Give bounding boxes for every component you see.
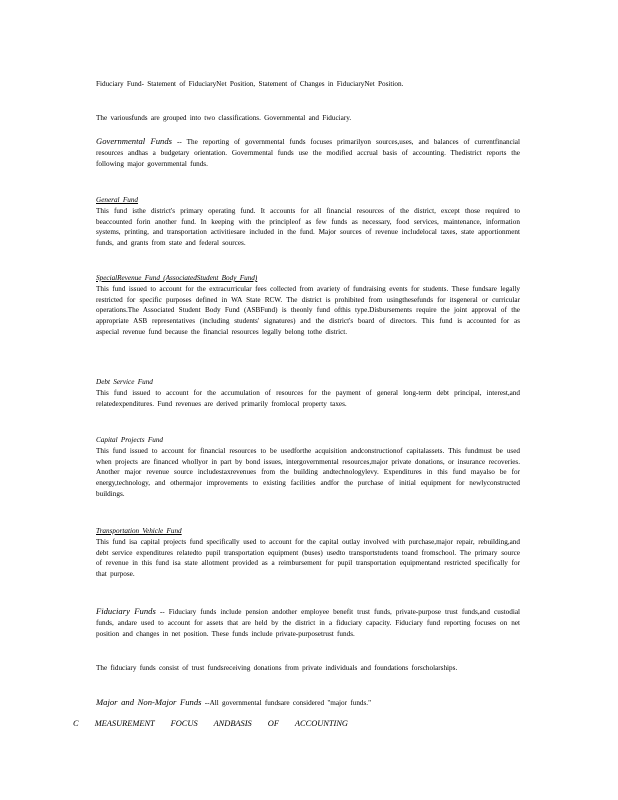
major-nonmajor-paragraph: Major and Non-Major Funds --All governmental fundsare considered "major funds." [96, 697, 372, 707]
section-title: MEASUREMENT FOCUS ANDBASIS OF ACCOUNTING [94, 719, 348, 728]
special-revenue-heading: SpecialRevenue Fund (AssociatedStudent Body Fund) [96, 274, 258, 282]
special-revenue-section [96, 273, 520, 338]
fiduciary-funds-heading: Fiduciary Funds [96, 606, 156, 616]
fiduciary-consist-paragraph: The fiduciary funds consist of trust fundsreceiving donations from private individuals and foundations forscholarships. [96, 664, 458, 672]
general-fund-section [96, 195, 520, 249]
debt-service-heading: Debt Service Fund [96, 378, 153, 386]
transportation-vehicle-section [96, 526, 520, 580]
statement-line: Fiduciary Fund- Statement of FiduciaryNet Position, Statement of Changes in FiduciaryNet Position. [96, 80, 404, 88]
section-c-heading [73, 719, 348, 728]
capital-projects-section [96, 435, 520, 500]
major-nonmajor-heading: Major and Non-Major Funds [96, 697, 202, 707]
general-fund-text: This fund isthe district's primary operating fund. It accounts for all financial resources of the district, except those required to beaccounted forin another fund. In keeping with the principleof as few funds as necessary, food services, maintenance, information systems, printing, and transportation activitiesare included in the fund. Major sources of revenue includelocal taxes, state apportionment funds, and grants from state and federal sources. [96, 206, 520, 248]
debt-service-text: This fund issued to account for the accumulation of resources for the payment of general long-term debt principal, interest,and relatedexpenditures. Fund revenues are derived primarily fromlocal property taxes. [96, 388, 520, 408]
fiduciary-funds-paragraph: Fiduciary Funds -- Fiduciary funds include pension andother employee benefit trust funds, private-purpose trust funds,and custodial funds, andare used to account for assets that are held by the district in a fiduciary capacity. Fiduciary fund reporting focuses on net position and changes in net position. These funds include private-purposetrust funds. [96, 606, 521, 638]
transportation-vehicle-heading: Transportation Vehicle Fund [96, 527, 182, 535]
governmental-funds-paragraph: Governmental Funds -- The reporting of governmental funds focuses primarilyon sources,uses, and balances of currentfinancial resources andhas a budgetary orientation. Governmental funds use the modified accrual basis of accounting. Thedistrict reports the following major governmental funds. [96, 136, 520, 168]
transportation-vehicle-text: This fund isa capital projects fund specifically used to account for the capital outlay involved with purchase,major repair, rebuilding,and debt service expenditures relatedto pupil transportation equipment (buses) usedto transportstudents toand fromschool. The primary source of revenue in this fund isa state allotment provided as a reimbursement for pupil transportation equipmentand restricted specifically for that purpose. [96, 537, 520, 579]
special-revenue-text: This fund issued to account for the extracurricular fees collected from avariety of fundraising events for students. These fundsare legally restricted for specific purposes defined in WA State RCW. The district is prohibited from usingthesefunds for itsgeneral or curricular operations.The Associated Student Body Fund (ASBFund) is theonly fund ofthis type.Disbursements require the joint approval of the appropriate ASB representatives (including students' signatures) and the district's board of directors. This fund is accounted for as aspecial revenue fund because the financial resources legally belong tothe district. [96, 284, 520, 336]
capital-projects-text: This fund issued to account for financial resources to be usedforthe acquisition andconstructionof capitalassets. This fundmust be used when projects are financed whollyor in part by bond issues, intergovernmental resources,major private donations, or insurance recoveries. Another major revenue source includestaxrevenues from the building andtechnologylevy. Expenditures in this fund mayalso be for energy,technology, and othermajor improvements to existing facilities andfor the purchase of initial equipment for newlyconstructed buildings. [96, 446, 520, 498]
capital-projects-heading: Capital Projects Fund [96, 436, 164, 444]
section-letter: C [73, 719, 79, 728]
classifications-paragraph: The variousfunds are grouped into two classifications. Governmental and Fiduciary. [96, 114, 352, 122]
governmental-funds-heading: Governmental Funds [96, 136, 172, 146]
debt-service-section [96, 377, 520, 409]
general-fund-heading: General Fund [96, 196, 139, 204]
